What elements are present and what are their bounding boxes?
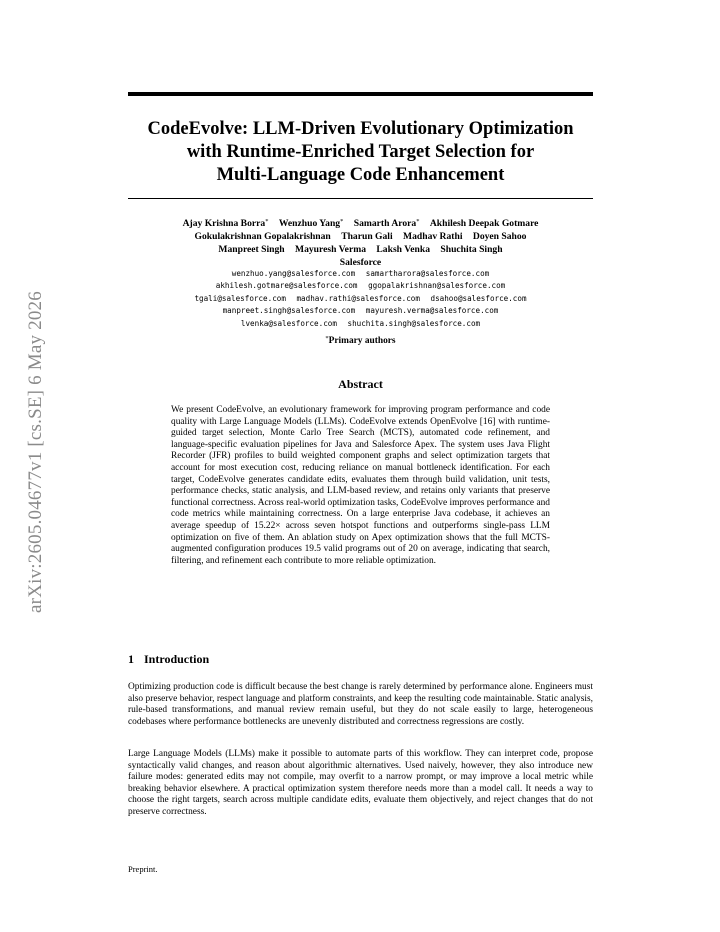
primary-authors-note: *Primary authors <box>325 335 396 346</box>
email-address: wenzhuo.yang@salesforce.com <box>231 269 356 278</box>
email-block <box>108 268 613 330</box>
email-address: ggopalakrishnan@salesforce.com <box>368 281 506 291</box>
title-line: CodeEvolve: LLM-Driven Evolutionary Optimization <box>147 119 574 139</box>
email-line <box>108 280 613 292</box>
preprint-footer: Preprint. <box>128 864 158 874</box>
author-name: Madhav Rathi <box>403 231 463 242</box>
abstract-body: We present CodeEvolve, an evolutionary framework for improving program performance and code quality with Large Language Models (LLMs). CodeEvolve extends OpenEvolve [16] with runtime-guided target selection, Monte Carlo Tree Search (MCTS), automated code refinement, and language-specific evaluation pipelines for Java and Salesforce Apex. The system uses Java Flight Recorder (JFR) profiles to build weighted component graphs and select optimization targets that account for most execution cost, reducing reliance on manual bottleneck identification. For each target, CodeEvolve generates candidate edits, evaluates them through build validation, unit tests, performance checks, static analysis, and LLM-based review, and retains only variants that preserve functional correctness. Across real-world optimization tasks, CodeEvolve improves performance and code metrics while maintaining correctness. On a large enterprise Java codebase, it achieves an average speedup of 15.22× across seven hotspot functions and outperforms single-pass LLM optimization on five of them. An ablation study on Apex optimization shows that the full MCTS-augmented configuration produces 19.5 valid programs out of 20 on average, indicating that search, filtering, and refinement each contribute to more reliable optimization. <box>171 405 550 566</box>
email-address: madhav.rathi@salesforce.com <box>296 293 420 303</box>
author-name: Gokulakrishnan Gopalakrishnan <box>194 231 331 242</box>
author-name: Manpreet Singh <box>218 244 285 255</box>
section-number: 1 <box>128 652 134 666</box>
email-line <box>108 268 613 280</box>
email-address: lvenka@salesforce.com <box>240 318 337 328</box>
author-name: Wenzhuo Yang* <box>278 218 344 229</box>
email-line <box>108 318 613 330</box>
author-name: Doyen Sahoo <box>472 231 527 242</box>
paper-title <box>118 118 603 187</box>
email-address: akhilesh.gotmare@salesforce.com <box>215 281 358 291</box>
intro-paragraph: Optimizing production code is difficult because the best change is rarely determined by performance alone. Engineers must also preserve behavior, respect language and platform constraints, and keep the resulting code maintainable. Static analysis, rule-based transformations, and manual review remain useful, but they do not scale easily to large, heterogeneous codebases where performance bottlenecks are unevenly distributed and correctness regressions are costly. <box>128 682 593 727</box>
abstract-heading: Abstract <box>338 377 383 391</box>
section-title: Introduction <box>144 652 210 666</box>
intro-paragraph: Large Language Models (LLMs) make it possible to automate parts of this workflow. They can interpret code, propose syntactically valid changes, and reason about algorithmic alternatives. Used naively, however, they also introduce new failure modes: generated edits may not compile, may overfit to a narrow prompt, or may improve a local metric while breaking behavior elsewhere. A practical optimization system therefore needs more than a model call. It needs a way to choose the right targets, search across multiple candidate edits, evaluate them objectively, and reject changes that do not preserve correctness. <box>128 749 593 817</box>
email-address: dsahoo@salesforce.com <box>430 293 527 303</box>
title-line: with Runtime-Enriched Target Selection for <box>186 142 535 162</box>
primary-author-mark: * <box>265 218 269 225</box>
primary-author-mark: * <box>325 335 329 342</box>
author-name: Akhilesh Deepak Gotmare <box>429 218 539 229</box>
author-name: Tharun Gali <box>341 231 393 242</box>
affiliation: Salesforce <box>339 257 382 268</box>
author-name: Samarth Arora* <box>353 218 420 229</box>
author-block <box>108 215 613 269</box>
author-line <box>108 215 613 230</box>
email-address: manpreet.singh@salesforce.com <box>222 306 356 316</box>
author-name: Ajay Krishna Borra* <box>182 218 269 229</box>
author-name: Shuchita Singh <box>440 244 503 255</box>
email-line <box>108 293 613 305</box>
arxiv-identifier: arXiv:2605.04677v1 [cs.SE] 6 May 2026 <box>25 291 46 613</box>
email-address: samartharora@salesforce.com <box>365 269 490 278</box>
section-heading <box>128 652 209 667</box>
author-line <box>108 230 613 243</box>
title-line: Multi-Language Code Enhancement <box>216 165 505 185</box>
email-address: mayuresh.verma@salesforce.com <box>365 306 499 316</box>
title-top-rule <box>128 92 593 96</box>
author-line <box>108 243 613 256</box>
email-address: tgali@salesforce.com <box>194 293 286 303</box>
primary-author-mark: * <box>340 218 344 225</box>
author-name: Mayuresh Verma <box>295 244 366 255</box>
email-address: shuchita.singh@salesforce.com <box>347 318 481 328</box>
author-name: Laksh Venka <box>376 244 431 255</box>
title-bottom-rule <box>128 198 593 199</box>
primary-author-mark: * <box>416 218 420 225</box>
email-line <box>108 305 613 317</box>
